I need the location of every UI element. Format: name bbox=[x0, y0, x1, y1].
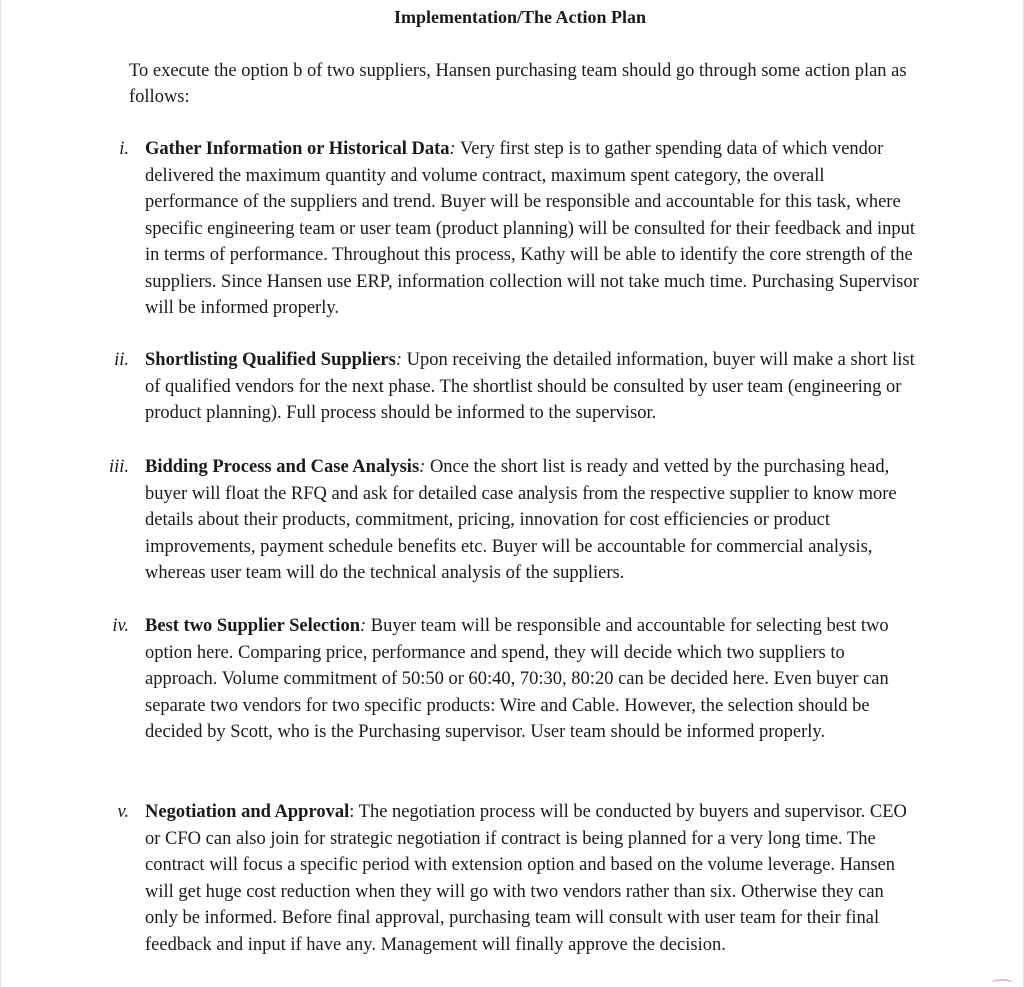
item-separator: : bbox=[395, 350, 403, 370]
item-number: i. bbox=[119, 139, 129, 159]
item-body: Upon receiving the detailed information, buyer will make a short list of qualified vendors for the next phase. The shortlist should be consulted by user team (engineering or product planning). Full process should be informed to the supervisor. bbox=[145, 350, 915, 423]
intro-paragraph: To execute the option b of two suppliers, Hansen purchasing team should go through some action plan as follows: bbox=[129, 61, 907, 107]
item-heading: Bidding Process and Case Analysis bbox=[145, 457, 420, 477]
item-body: Buyer team will be responsible and accountable for selecting best two option here. Comparing price, performance and spend, they will decide which two suppliers to approach. Volume commitment of 50:50 or 60:40, 70:30, 80:20 can be decided here. Even buyer can separate two vendors for two specific products: Wire and Cable. However, the selection should be decided by Scott, who is the Purchasing supervisor. User team should be informed properly. bbox=[145, 616, 889, 742]
page-curl-decoration bbox=[991, 979, 1013, 987]
item-separator: : bbox=[349, 802, 355, 822]
item-body: Very first step is to gather spending data of which vendor delivered the maximum quantity and volume contract, maximum spent category, the overall performance of the suppliers and trend. Buyer will be responsible and accountable for this task, where specific engineering team or user team (product planning) will be consulted for their feedback and input in terms of performance. Throughout this process, Kathy will be able to identify the core strength of the suppliers. Since Hansen use ERP, information collection will not take much time. Purchasing Supervisor will be informed properly. bbox=[145, 139, 919, 318]
item-body: The negotiation process will be conducted by buyers and supervisor. CEO or CFO can also join for strategic negotiation if contract is being planned for a very long time. The contract will focus a specific period with extension option and based on the volume leverage. Hansen will get huge cost reduction when they will go with two vendors rather than six. Otherwise they can only be informed. Before final approval, purchasing team will consult with user team for their final feedback and input if have any. Management will finally approve the decision. bbox=[145, 802, 907, 955]
item-number: ii. bbox=[114, 350, 129, 370]
item-text bbox=[145, 347, 919, 427]
item-text bbox=[145, 613, 919, 746]
item-separator: : bbox=[359, 616, 367, 636]
item-text bbox=[145, 799, 919, 958]
item-heading: Shortlisting Qualified Suppliers bbox=[145, 350, 396, 370]
item-separator: : bbox=[419, 457, 426, 477]
item-text bbox=[145, 454, 919, 587]
page-title: Implementation/The Action Plan bbox=[393, 7, 646, 27]
item-text bbox=[145, 136, 919, 322]
item-separator: : bbox=[449, 139, 456, 159]
item-number: v. bbox=[117, 802, 129, 822]
item-heading: Best two Supplier Selection bbox=[145, 616, 360, 636]
item-heading: Negotiation and Approval bbox=[145, 802, 350, 822]
item-heading: Gather Information or Historical Data bbox=[145, 139, 450, 159]
item-number: iii. bbox=[108, 457, 129, 477]
item-number: iv. bbox=[112, 616, 129, 636]
item-body: Once the short list is ready and vetted by the purchasing head, buyer will float the RFQ and ask for detailed case analysis from the respective supplier to know more details about their products, commitment, pricing, innovation for cost efficiencies or product improvements, payment schedule benefits etc. Buyer will be accountable for commercial analysis, whereas user team will do the technical analysis of the suppliers. bbox=[145, 457, 897, 583]
